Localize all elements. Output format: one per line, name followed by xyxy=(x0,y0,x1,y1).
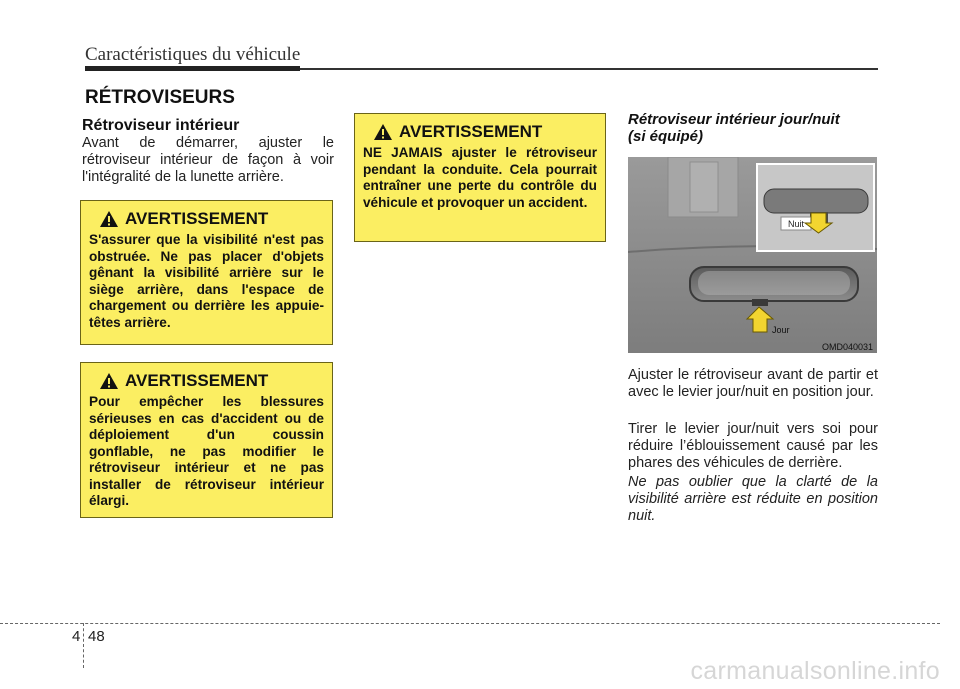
header-title: Caractéristiques du véhicule xyxy=(85,44,301,65)
warning-triangle-icon xyxy=(373,123,393,141)
day-night-mirror-title-line1: Rétroviseur intérieur jour/nuit xyxy=(628,111,840,128)
warning-title: AVERTISSEMENT xyxy=(125,371,269,390)
page-number: 48 xyxy=(88,628,105,645)
mirror-illustration xyxy=(628,157,877,353)
footer-divider xyxy=(0,623,940,624)
figure-code: OMD040031 xyxy=(821,342,873,352)
chapter-number: 4 xyxy=(72,628,81,645)
intro-paragraph: Avant de démarrer, ajuster le rétroviseur intérieur de façon à voir l'intégralité de la lunette arrière. xyxy=(82,135,334,185)
warning-title: AVERTISSEMENT xyxy=(125,209,269,228)
footer-vertical-divider xyxy=(83,623,84,668)
warning-body: Pour empêcher les blessures sérieuses en cas d'accident ou de déploiement d'un coussin gonflable, ne pas modifier le rétroviseur intérieur et ne pas installer de rétroviseur intérieur élargi. xyxy=(89,394,324,508)
day-night-mirror-title xyxy=(628,111,878,145)
warning-title: AVERTISSEMENT xyxy=(399,122,543,141)
warning-body: S'assurer que la visibilité n'est pas obstruée. Ne pas placer d'objets gênant la visibilité arrière sur le siège arrière, dans l'espace de chargement ou derrière les appuie-têtes arrière. xyxy=(89,232,324,330)
header-rule-thick xyxy=(85,66,300,71)
watermark: carmanualsonline.info xyxy=(690,657,940,685)
note-night-visibility: Ne pas oublier que la clarté de la visibilité arrière est réduite en position nuit. xyxy=(628,474,878,524)
warning-triangle-icon xyxy=(99,372,119,390)
section-title: RÉTROVISEURS xyxy=(85,87,235,108)
warning-box-modification xyxy=(80,362,333,518)
warning-triangle-icon xyxy=(99,210,119,228)
header-rule-thin xyxy=(300,68,878,70)
day-label: Jour xyxy=(772,325,790,335)
warning-body: NE JAMAIS ajuster le rétroviseur pendant la conduite. Cela pourrait entraîner une perte du contrôle du véhicule et provoquer un accident. xyxy=(363,145,597,210)
paragraph-lever: Tirer le levier jour/nuit vers soi pour réduire l’éblouissement causé par les phares des véhicules de derrière. xyxy=(628,421,878,471)
subtitle-interior-mirror: Rétroviseur intérieur xyxy=(82,117,240,134)
night-label: Nuit xyxy=(787,219,805,229)
warning-box-driving xyxy=(354,113,606,242)
warning-box-visibility xyxy=(80,200,333,345)
day-night-mirror-title-line2: (si équipé) xyxy=(628,128,704,145)
paragraph-adjust: Ajuster le rétroviseur avant de partir et avec le levier jour/nuit en position jour. xyxy=(628,367,878,400)
